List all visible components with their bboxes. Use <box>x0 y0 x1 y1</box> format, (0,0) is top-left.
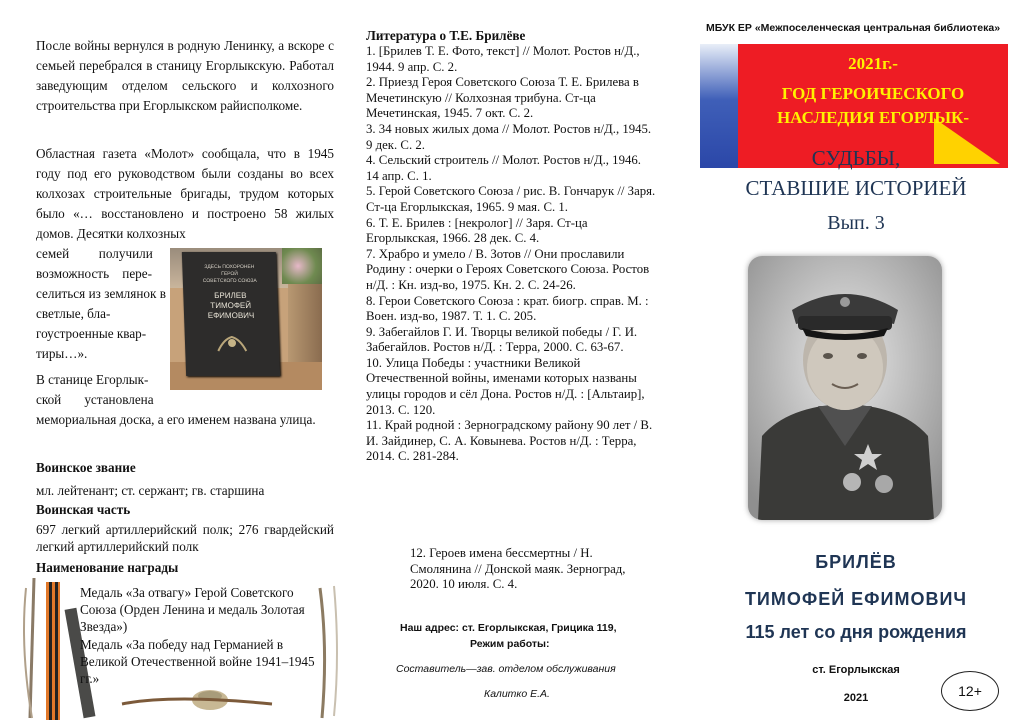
plaque-text: ТИМОФЕЙ <box>210 301 252 310</box>
list-item: 6. Т. Е. Брилев : [некролог] // Заря. Ст-ца Егорлыкская, 1966. 28 дек. С. 4. <box>366 215 588 246</box>
award-item-1: Медаль «За отвагу» Герой Советского Союза (Орден Ленина и медаль Золотая Звезда») <box>80 585 305 634</box>
literature-list <box>366 44 656 465</box>
place-text: ст. Егорлыкская <box>812 664 900 676</box>
year-text: 2021 <box>843 692 869 704</box>
address-text: Наш адрес: ст. Егорлыкская, Грицика 119, <box>400 622 617 634</box>
text-line: тиры…». <box>36 346 88 361</box>
list-item: 9. Забегайлов Г. И. Творцы великой победы / Г. И. Забегайлов. Ростов н/Д. : Терра, 2000. С. 63-67. <box>366 324 638 355</box>
rank-heading: Воинское звание <box>36 460 136 475</box>
issue-number: Вып. 3 <box>827 212 885 234</box>
bio-paragraph-1: После войны вернулся в родную Ленинку, а вскоре с семьей перебрался в станицу Егорлыкскую. Работал заведующим отделом сельского и колхозного строительства при Егорлыкском райисполкоме. <box>36 38 334 113</box>
hero-surname: БРИЛЁВ <box>815 552 897 572</box>
text-line: гоустроенные квар- <box>36 326 147 341</box>
text-line: семей получили <box>36 246 153 261</box>
list-item: 5. Герой Советского Союза / рис. В. Гончарук // Заря. Ст-ца Егорлыкская, 1965. 9 мая. С. 1. <box>366 184 656 214</box>
list-item: 1. [Брилев Т. Е. Фото, текст] // Молот. Ростов н/Д., 1944. 9 апр. С. 2. <box>366 44 640 74</box>
hero-name: ТИМОФЕЙ ЕФИМОВИЧ <box>744 589 968 609</box>
memorial-plaque-photo <box>170 248 322 390</box>
list-item: 4. Сельский строитель // Молот. Ростов н/Д., 1946. 14 апр. С. 1. <box>366 153 641 183</box>
unit-value: 697 легкий артиллерийский полк; 276 гвардейский легкий артиллерийский полк <box>36 522 334 554</box>
rank-value: мл. лейтенант; ст. сержант; гв. старшина <box>36 483 265 498</box>
award-item-2: Медаль «За победу над Германией в Великой Отечественной войне 1941–1945 гг.» <box>80 637 315 686</box>
banner-line-1: ГОД ГЕРОИЧЕСКОГО <box>781 84 965 103</box>
compiler-text: Составитель—зав. отделом обслуживания <box>396 663 616 675</box>
bio-paragraph-2-wrap <box>36 244 166 364</box>
text-line: возможность пере- <box>36 266 153 281</box>
flowers-decoration <box>282 248 322 284</box>
anniversary-text: 115 лет со дня рождения <box>745 622 967 642</box>
text-line: селиться из землянок в светлые, бла- <box>36 286 166 321</box>
list-item: 12. Героев имена бессмертны / Н. Смолянина // Донской маяк. Зерноград, 2020. 10 июля. С. 4. <box>410 546 626 592</box>
library-name: МБУК ЕР «Межпоселенческая центральная библиотека» <box>706 22 1001 34</box>
bio-paragraph-3-end: мемориальная доска, а его именем названа улица. <box>36 412 316 427</box>
list-item: 8. Герои Советского Союза : крат. биогр. справ. М. : Воен. изд-во, 1987. Т. 1. С. 205. <box>366 293 649 324</box>
banner-line-2: НАСЛЕДИЯ ЕГОРЛЫК- <box>776 108 970 127</box>
series-title-1: СУДЬБЫ, <box>811 146 901 170</box>
schedule-text: Режим работы: <box>470 638 550 650</box>
plaque <box>182 252 280 376</box>
literature-title: Литература о Т.Е. Брилёве <box>366 28 526 43</box>
compiler-name: Калитко Е.А. <box>484 688 550 700</box>
list-item: 10. Улица Победы : участники Великой Отечественной войны, именами которых названы улицы городов и сёл Дона. Ростов н/Д. : [Альтаир], 2013. С. 120. <box>366 355 645 417</box>
bio-paragraph-2-top: Областная газета «Молот» сообщала, что в 1945 году под его руководством были созданы во всех колхозах строительные бригады, трудом которых было «… восстановлено и построено 58 жилых домов. Десятки колхозных <box>36 146 334 241</box>
awards-heading: Наименование награды <box>36 560 179 575</box>
plaque-text: ЗДЕСЬ ПОХОРОНЕН <box>204 264 255 270</box>
wreath-icon <box>212 329 253 359</box>
list-item: 11. Край родной : Зерноградскому району 90 лет / В. И. Зайдинер, С. А. Ковынева. Ростов н/Д. : Терра, 2014. С. 281-284. <box>366 418 653 464</box>
plaque-text: ГЕРОЙ <box>221 271 239 277</box>
list-item: 2. Приезд Героя Советского Союза Т. Е. Брилева в Мечетинскую // Колхозная трибуна. Ст-ца Мечетинская, 1945. 7 окт. С. 2. <box>366 75 639 121</box>
unit-heading: Воинская часть <box>36 502 131 517</box>
text-line: ской установлена <box>36 392 154 407</box>
banner-year: 2021г.- <box>848 54 898 73</box>
list-item: 3. 34 новых жилых дома // Молот. Ростов н/Д., 1945. 9 дек. С. 2. <box>366 121 652 152</box>
bio-paragraph-3-wrap <box>36 370 168 410</box>
list-item: 7. Храбро и умело / В. Зотов // Они прославили Родину : очерки о Героях Советского Союза. Ростов н/Д. : Кн. изд-во, 1975. Кн. 2. С. 24-26. <box>366 246 650 292</box>
plaque-text: БРИЛЕВ <box>214 291 247 300</box>
text-line: В станице Егорлык- <box>36 372 149 387</box>
portrait-photo <box>748 256 942 520</box>
plaque-text: ЕФИМОВИЧ <box>207 311 255 320</box>
plaque-text: СОВЕТСКОГО СОЮЗА <box>202 278 257 284</box>
series-title-2: СТАВШИЕ ИСТОРИЕЙ <box>745 176 967 200</box>
age-rating-badge: 12+ <box>941 671 999 711</box>
portrait-image <box>748 256 942 520</box>
